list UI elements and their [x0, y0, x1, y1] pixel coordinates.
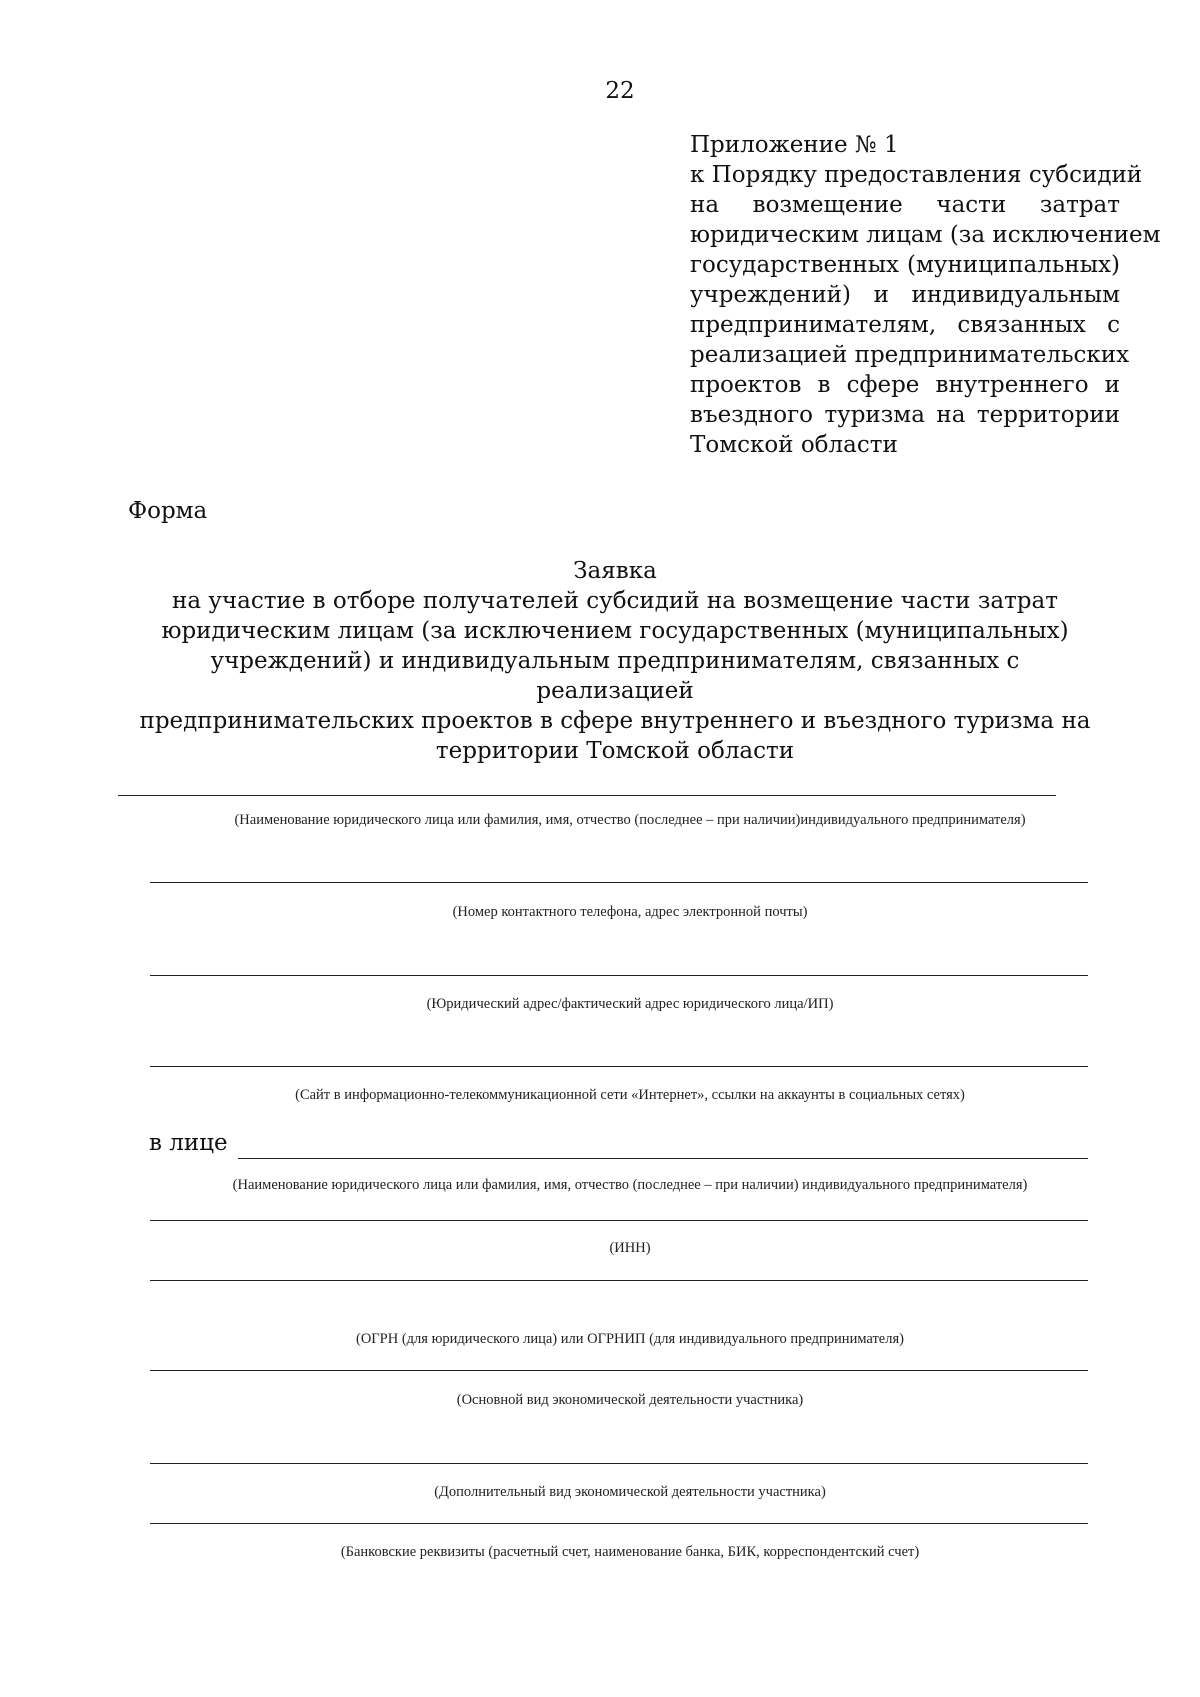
inn-caption: (ИНН) [609, 1240, 651, 1256]
appendix-line: Томской области [690, 432, 898, 458]
appendix-line: въездного туризма на территории [690, 402, 1120, 428]
bank-caption: (Банковские реквизиты (расчетный счет, наименование банка, БИК, корреспондентский счет) [340, 1544, 920, 1560]
appendix-line: реализацией предпринимательских [690, 342, 1130, 368]
website-caption: (Сайт в информационно-телекоммуникационной сети «Интернет», ссылки на аккаунты в социальных сетях) [295, 1087, 965, 1103]
bank-input-line[interactable] [150, 1523, 1088, 1524]
appendix-line: на возмещение части затрат [690, 192, 1120, 218]
name-caption: (Наименование юридического лица или фамилия, имя, отчество (последнее – при наличии)индивидуального предпринимателя) [234, 812, 1026, 828]
representative-input-line[interactable] [238, 1158, 1088, 1159]
ogrn-input-line[interactable] [150, 1280, 1088, 1281]
appendix-line: юридическим лицам (за исключением [690, 222, 1161, 248]
application-title-line: предпринимательских проектов в сфере внутреннего и въездного туризма на [139, 708, 1091, 734]
appendix-line: к Порядку предоставления субсидий [690, 162, 1143, 188]
application-title-line: территории Томской области [435, 738, 795, 764]
appendix-line: учреждений) и индивидуальным [690, 282, 1120, 308]
inn-input-line[interactable] [150, 1220, 1088, 1221]
in-person-label: в лице [149, 1130, 228, 1156]
ogrn-caption: (ОГРН (для юридического лица) или ОГРНИП (для индивидуального предпринимателя) [356, 1331, 904, 1347]
form-label: Форма [128, 498, 208, 524]
application-title-line: учреждений) и индивидуальным предпринимателям, связанных с реализацией [210, 648, 1020, 704]
application-title-line: юридическим лицам (за исключением государственных (муниципальных) [161, 618, 1069, 644]
application-heading: Заявка [573, 558, 657, 584]
contact-caption: (Номер контактного телефона, адрес электронной почты) [452, 904, 808, 920]
address-caption: (Юридический адрес/фактический адрес юридического лица/ИП) [426, 996, 834, 1012]
main-activity-input-line[interactable] [150, 1370, 1088, 1371]
appendix-line: проектов в сфере внутреннего и [690, 372, 1120, 398]
appendix-line: предпринимателям, связанных с [690, 312, 1120, 338]
website-input-line[interactable] [150, 1066, 1088, 1067]
address-input-line[interactable] [150, 975, 1088, 976]
additional-activity-input-line[interactable] [150, 1463, 1088, 1464]
contact-input-line[interactable] [150, 882, 1088, 883]
appendix-title: Приложение № 1 [690, 132, 899, 158]
page-number: 22 [605, 78, 635, 104]
appendix-block [690, 130, 1161, 460]
appendix-line: государственных (муниципальных) [690, 252, 1120, 278]
name-input-line[interactable] [118, 795, 1056, 796]
additional-activity-caption: (Дополнительный вид экономической деятельности участника) [434, 1484, 826, 1500]
main-activity-caption: (Основной вид экономической деятельности участника) [456, 1392, 804, 1408]
application-title-line: на участие в отборе получателей субсидий на возмещение части затрат [172, 588, 1058, 614]
application-title [130, 556, 1100, 766]
representative-caption: (Наименование юридического лица или фамилия, имя, отчество (последнее – при наличии) индивидуального предпринимателя) [232, 1177, 1028, 1193]
